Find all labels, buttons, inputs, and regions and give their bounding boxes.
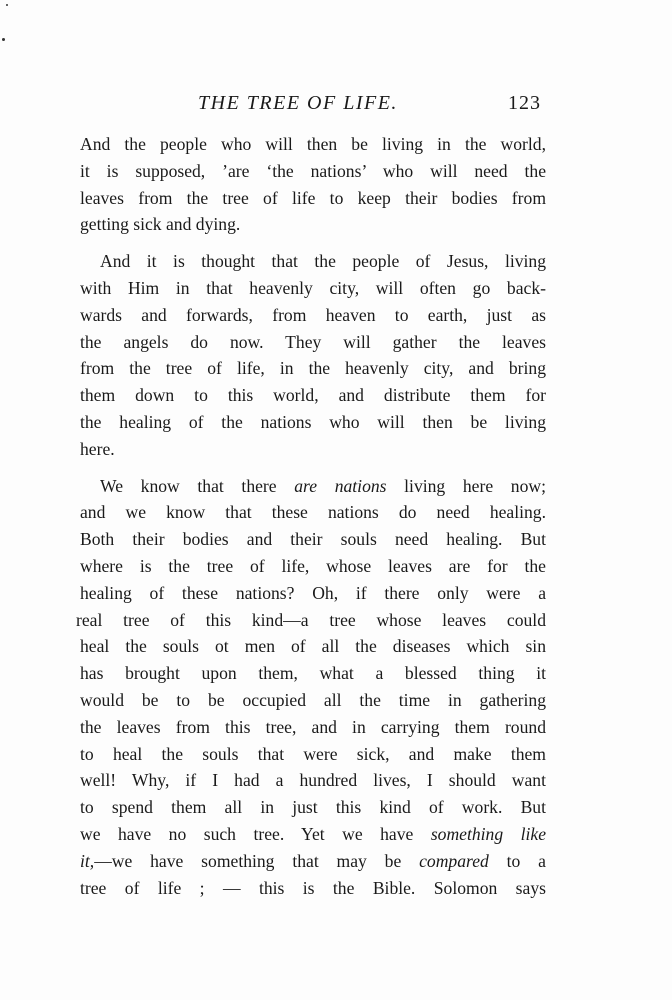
text-run: living here now; bbox=[386, 475, 546, 496]
text-line: Both their bodies and their souls need healing. But bbox=[80, 529, 546, 550]
running-head bbox=[0, 88, 672, 118]
text-line: tree of life ; — this is the Bible. Solomon says bbox=[80, 877, 546, 898]
text-run: We know that there bbox=[100, 475, 295, 496]
text-line: the leaves from this tree, and in carrying them round bbox=[80, 716, 546, 737]
emphasis-text: are nations bbox=[294, 475, 387, 496]
text-line: healing of these nations? Oh, if there only were a bbox=[80, 582, 546, 603]
paragraph bbox=[80, 248, 546, 462]
text-line: heal the souls ot men of all the diseases which sin bbox=[80, 636, 546, 657]
text-line bbox=[80, 473, 546, 500]
running-title: THE TREE OF LIFE. bbox=[198, 92, 398, 114]
text-line: and we know that these nations do need healing. bbox=[80, 502, 546, 523]
text-line: And it is thought that the people of Jesus, living bbox=[100, 251, 546, 272]
text-line: it is supposed, ’are ‘the nations’ who will need the bbox=[80, 160, 546, 181]
text-line: has brought upon them, what a blessed thing it bbox=[80, 663, 546, 684]
emphasis-text: compared bbox=[419, 850, 489, 871]
page-edge-speck bbox=[2, 38, 5, 41]
text-line: And the people who will then be living in the world, bbox=[80, 134, 546, 154]
emphasis-text: something like bbox=[430, 823, 546, 844]
text-line bbox=[80, 821, 546, 848]
text-run: to a bbox=[488, 850, 546, 871]
page-edge-speck bbox=[6, 4, 8, 6]
text-line: the healing of the nations who will then be living bbox=[80, 411, 546, 432]
text-line: to spend them all in just this kind of work. But bbox=[80, 797, 546, 818]
text-line: the angels do now. They will gather the leaves bbox=[80, 331, 546, 352]
text-line: where is the tree of life, whose leaves are for the bbox=[80, 555, 546, 576]
paragraph bbox=[76, 473, 546, 902]
body-text bbox=[76, 131, 546, 911]
text-line: getting sick and dying. bbox=[80, 214, 241, 235]
page-number: 123 bbox=[508, 92, 541, 114]
text-line: wards and forwards, from heaven to earth, just as bbox=[80, 304, 546, 325]
text-line: would be to be occupied all the time in gathering bbox=[80, 689, 546, 710]
paragraph bbox=[80, 131, 546, 238]
emphasis-text: it, bbox=[80, 850, 95, 871]
text-line: to heal the souls that were sick, and make them bbox=[80, 743, 546, 764]
text-line: here. bbox=[80, 438, 115, 459]
text-line: well! Why, if I had a hundred lives, I should want bbox=[80, 770, 546, 791]
text-line bbox=[80, 848, 546, 875]
text-line: leaves from the tree of life to keep their bodies from bbox=[80, 187, 546, 208]
text-run: —we have something that may be bbox=[94, 850, 420, 871]
text-run: we have no such tree. Yet we have bbox=[80, 823, 431, 844]
text-line: real tree of this kind—a tree whose leaves could bbox=[76, 609, 546, 630]
text-line: them down to this world, and distribute them for bbox=[80, 385, 546, 406]
text-line: with Him in that heavenly city, will often go back- bbox=[80, 277, 546, 298]
text-line: from the tree of life, in the heavenly city, and bring bbox=[80, 358, 546, 379]
